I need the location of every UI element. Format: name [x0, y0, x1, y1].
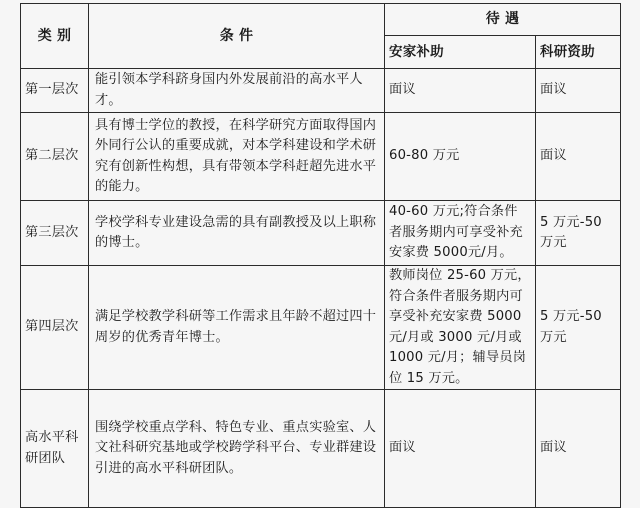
research-funding-value: 面议 — [536, 113, 621, 201]
condition-text: 具有博士学位的教授，在科学研究方面取得国内外同行公认的重要成就，对本学科建设和学术研究有创新性构想，具有带领本学科赶超先进水平的能力。 — [89, 113, 385, 201]
header-row — [21, 4, 621, 36]
table-row — [21, 266, 621, 390]
settle-subsidy-value: 40-60 万元;符合条件者服务期内可享受补充安家费 5000元/月。 — [385, 201, 536, 266]
talent-policy-table — [20, 3, 621, 508]
table-row — [21, 69, 621, 113]
research-funding-value: 面议 — [536, 390, 621, 508]
header-condition: 条 件 — [89, 4, 385, 69]
table-row — [21, 390, 621, 508]
condition-text: 能引领本学科跻身国内外发展前沿的高水平人才。 — [89, 69, 385, 113]
header-settle-subsidy: 安家补助 — [385, 36, 536, 69]
level-label: 高水平科研团队 — [21, 390, 89, 508]
research-funding-value: 5 万元-50 万元 — [536, 201, 621, 266]
condition-text: 围绕学校重点学科、特色专业、重点实验室、人文社科研究基地或学校跨学科平台、专业群建设引进的高水平科研团队。 — [89, 390, 385, 508]
level-label: 第四层次 — [21, 266, 89, 390]
condition-text: 学校学科专业建设急需的具有副教授及以上职称的博士。 — [89, 201, 385, 266]
settle-subsidy-value: 60-80 万元 — [385, 113, 536, 201]
settle-subsidy-value: 面议 — [385, 69, 536, 113]
table-row — [21, 201, 621, 266]
settle-subsidy-value: 教师岗位 25-60 万元，符合条件者服务期内可享受补充安家费 5000元/月或 3000 元/月或1000 元/月；辅导员岗位 15 万元。 — [385, 266, 536, 390]
table-row — [21, 113, 621, 201]
header-category: 类 别 — [21, 4, 89, 69]
header-research-funding: 科研资助 — [536, 36, 621, 69]
level-label: 第二层次 — [21, 113, 89, 201]
research-funding-value: 5 万元-50 万元 — [536, 266, 621, 390]
research-funding-value: 面议 — [536, 69, 621, 113]
level-label: 第三层次 — [21, 201, 89, 266]
condition-text: 满足学校教学科研等工作需求且年龄不超过四十周岁的优秀青年博士。 — [89, 266, 385, 390]
header-treatment: 待 遇 — [385, 4, 621, 36]
level-label: 第一层次 — [21, 69, 89, 113]
settle-subsidy-value: 面议 — [385, 390, 536, 508]
